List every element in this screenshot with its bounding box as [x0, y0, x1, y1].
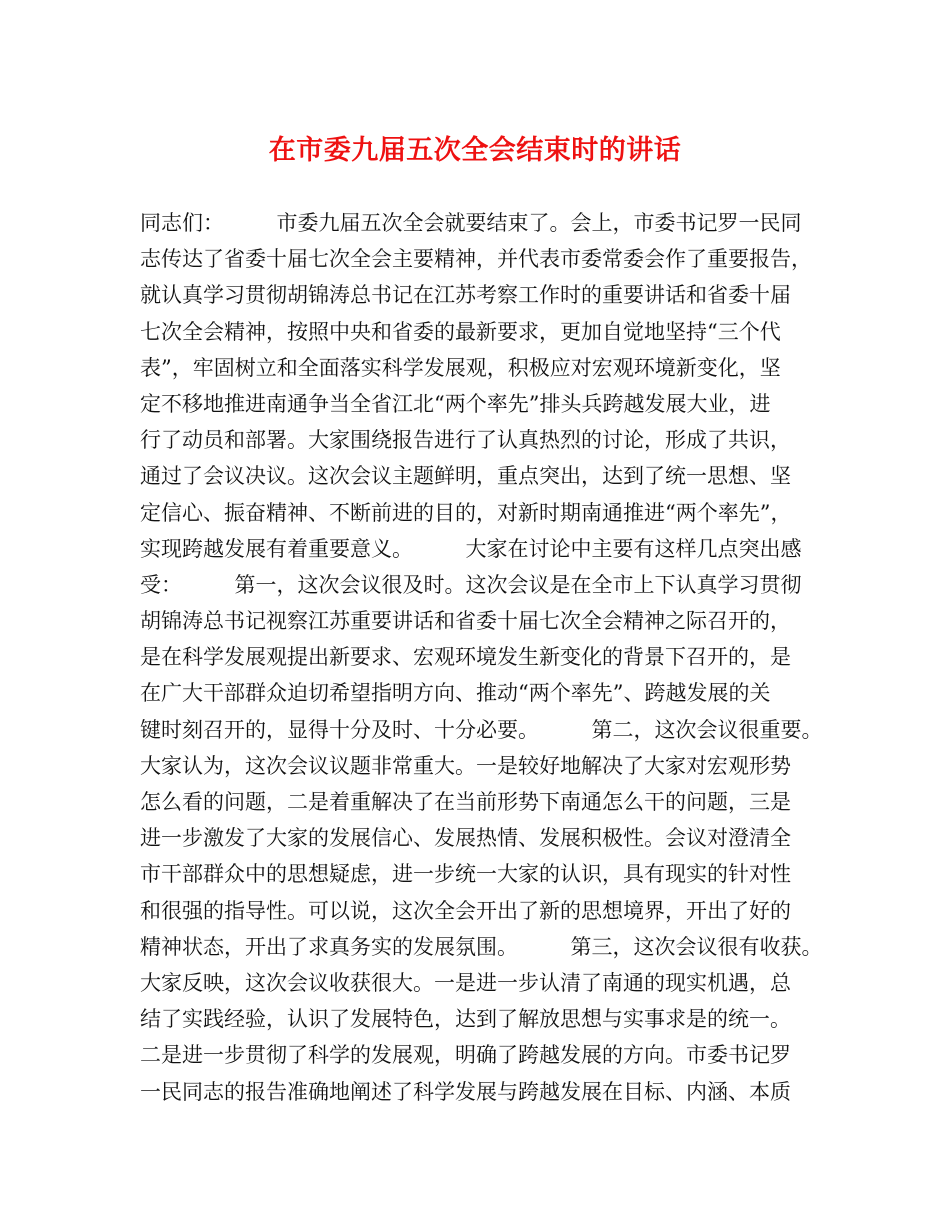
body-line: 是在科学发展观提出新要求、宏观环境发生新变化的背景下召开的，是	[140, 645, 791, 670]
body-line: 大家认为，这次会议议题非常重大。一是较好地解决了大家对宏观形势	[140, 753, 791, 778]
body-line: 表”，牢固树立和全面落实科学发展观，积极应对宏观环境新变化，坚	[140, 355, 781, 380]
body-line: 大家反映，这次会议收获很大。一是进一步认清了南通的现实机遇，总	[140, 970, 791, 995]
document-body	[140, 205, 830, 1110]
body-line: 精神状态，开出了求真务实的发展氛围。 第三，这次会议很有收获。	[140, 934, 823, 959]
body-line: 和很强的指导性。可以说，这次全会开出了新的思想境界，开出了好的	[140, 898, 791, 923]
body-line: 结了实践经验，认识了发展特色，达到了解放思想与实事求是的统一。	[140, 1007, 791, 1032]
body-line: 志传达了省委十届七次全会主要精神，并代表市委常委会作了重要报告，	[140, 247, 812, 272]
body-line: 进一步激发了大家的发展信心、发展热情、发展积极性。会议对澄清全	[140, 826, 791, 851]
body-line: 定不移地推进南通争当全省江北“两个率先”排头兵跨越发展大业，进	[140, 391, 771, 416]
body-line: 怎么看的问题，二是着重解决了在当前形势下南通怎么干的问题，三是	[140, 790, 791, 814]
body-line: 一民同志的报告准确地阐述了科学发展与跨越发展在目标、内涵、本质	[140, 1079, 791, 1104]
body-line: 市干部群众中的思想疑虑，进一步统一大家的认识，具有现实的针对性	[140, 862, 791, 887]
body-line: 七次全会精神，按照中央和省委的最新要求，更加自觉地坚持“三个代	[140, 319, 781, 344]
body-line: 定信心、振奋精神、不断前进的目的，对新时期南通推进“两个率先”，	[140, 500, 792, 525]
document-title: 在市委九届五次全会结束时的讲话	[268, 135, 682, 166]
body-line: 行了动员和部署。大家围绕报告进行了认真热烈的讨论，形成了共识，	[140, 428, 791, 453]
body-line: 受： 第一，这次会议很及时。这次会议是在全市上下认真学习贯彻	[140, 572, 802, 597]
body-line: 实现跨越发展有着重要意义。 大家在讨论中主要有这样几点突出感	[140, 536, 802, 561]
body-line: 同志们： 市委九届五次全会就要结束了。会上，市委书记罗一民同	[140, 211, 802, 235]
body-line: 二是进一步贯彻了科学的发展观，明确了跨越发展的方向。市委书记罗	[140, 1043, 791, 1068]
body-line: 键时刻召开的，显得十分及时、十分必要。 第二，这次会议很重要。	[140, 717, 823, 742]
body-line: 通过了会议决议。这次会议主题鲜明，重点突出，达到了统一思想、坚	[140, 464, 791, 489]
body-line: 在广大干部群众迫切希望指明方向、推动“两个率先”、跨越发展的关	[140, 681, 771, 706]
body-line: 就认真学习贯彻胡锦涛总书记在江苏考察工作时的重要讲话和省委十届	[140, 283, 791, 308]
body-line: 胡锦涛总书记视察江苏重要讲话和省委十届七次全会精神之际召开的，	[140, 609, 791, 634]
